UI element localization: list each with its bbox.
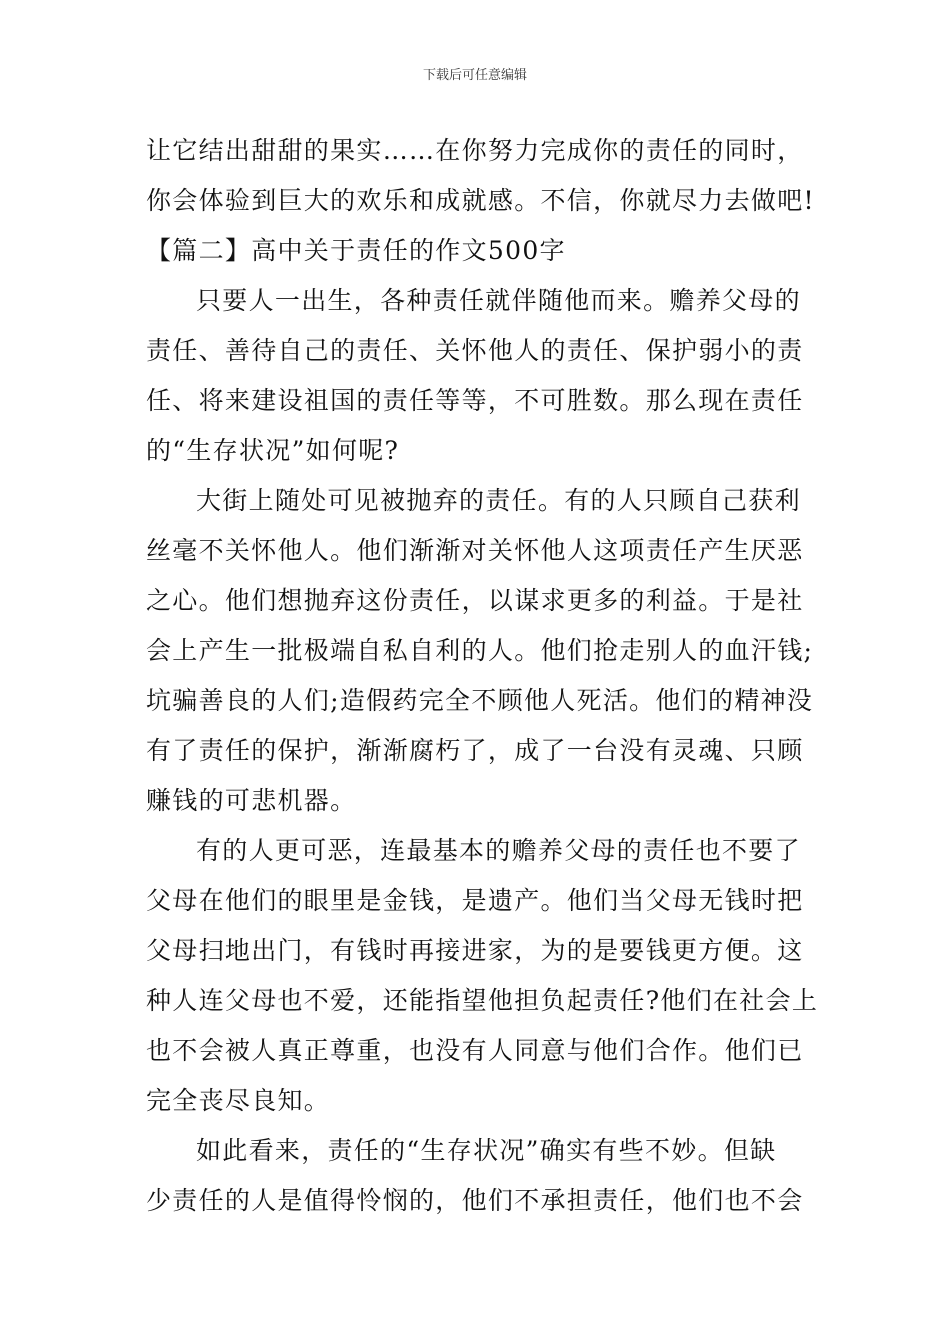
page-header: 下载后可任意编辑 [422,68,527,83]
body-line: 的“生存状况”如何呢? [146,436,400,465]
body-line: 之心。他们想抛弃这份责任，以谋求更多的利益。于是社 [146,586,804,615]
body-line: 只要人一出生，各种责任就伴随他而来。赡养父母的 [196,286,801,315]
section-heading: 【篇二】高中关于责任的作文500字 [146,236,566,265]
body-line: 有的人更可恶，连最基本的赡养父母的责任也不要了 [196,836,801,865]
document-body [146,126,819,1226]
body-line: 有了责任的保护，渐渐腐朽了，成了一台没有灵魂、只顾 [146,736,804,765]
body-line: 大街上随处可见被抛弃的责任。有的人只顾自己获利 [196,486,801,515]
body-line: 如此看来，责任的“生存状况”确实有些不妙。但缺 [196,1136,777,1165]
body-line: 赚钱的可悲机器。 [146,786,357,815]
body-line: 完全丧尽良知。 [146,1086,331,1115]
body-line: 种人连父母也不爱，还能指望他担负起责任?他们在社会上 [146,986,819,1015]
body-line: 责任、善待自己的责任、关怀他人的责任、保护弱小的责 [146,336,804,365]
body-line: 让它结出甜甜的果实……在你努力完成你的责任的同时， [146,136,804,165]
body-line: 父母扫地出门，有钱时再接进家，为的是要钱更方便。这 [146,936,804,965]
body-line: 你会体验到巨大的欢乐和成就感。不信，你就尽力去做吧! [146,186,815,215]
body-line: 会上产生一批极端自私自利的人。他们抢走别人的血汗钱; [146,636,814,665]
body-line: 父母在他们的眼里是金钱，是遗产。他们当父母无钱时把 [146,886,804,915]
body-line: 丝毫不关怀他人。他们渐渐对关怀他人这项责任产生厌恶 [146,536,804,565]
body-line: 任、将来建设祖国的责任等等，不可胜数。那么现在责任 [146,386,804,415]
body-line: 少责任的人是值得怜悯的，他们不承担责任，他们也不会 [146,1186,804,1215]
body-line: 坑骗善良的人们;造假药完全不顾他人死活。他们的精神没 [146,686,814,715]
body-line: 也不会被人真正尊重，也没有人同意与他们合作。他们已 [146,1036,804,1065]
